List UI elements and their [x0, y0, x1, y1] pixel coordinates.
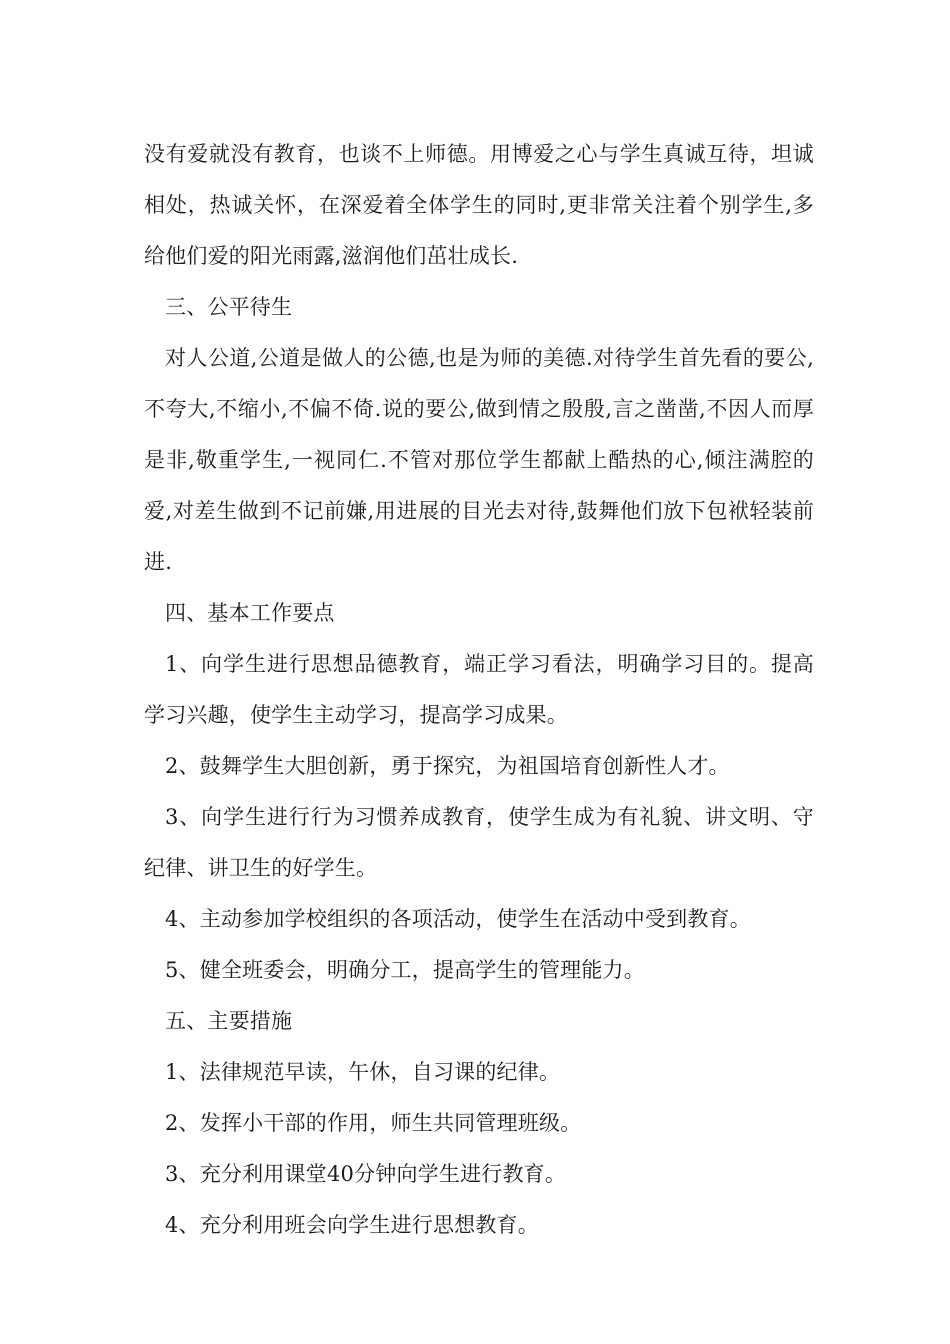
- list-item-work-1: 1、向学生进行思想品德教育，端正学习看法，明确学习目的。提高学习兴趣，使学生主动学习，提高学习成果。: [144, 652, 814, 727]
- list-item-measure-4: 4、充分利用班会向学生进行思想教育。: [165, 1213, 539, 1237]
- list-item-work-2: 2、鼓舞学生大胆创新，勇于探究，为祖国培育创新性人才。: [165, 754, 730, 778]
- heading-fair-treatment: 三、公平待生: [165, 295, 293, 319]
- list-item-measure-1: 1、法律规范早读，午休，自习课的纪律。: [165, 1060, 561, 1084]
- document-body: [144, 129, 814, 1251]
- paragraph-fair-treatment: 对人公道,公道是做人的公德,也是为师的美德.对待学生首先看的要公,不夸大,不缩小,不偏不倚.说的要公,做到情之殷殷,言之凿凿,不因人而厚是非,敬重学生,一视同仁.不管对那位学生都献上酷热的心,倾注满腔的爱,对差生做到不记前嫌,用进展的目光去对待,鼓舞他们放下包袱轻装前进.: [144, 346, 814, 574]
- list-item-work-5: 5、健全班委会，明确分工，提高学生的管理能力。: [165, 958, 645, 982]
- list-item-work-3: 3、向学生进行行为习惯养成教育，使学生成为有礼貌、讲文明、守纪律、讲卫生的好学生。: [144, 805, 814, 880]
- paragraph-love-education: 没有爱就没有教育，也谈不上师德。用博爱之心与学生真诚互待，坦诚相处，热诚关怀，在深爱着全体学生的同时,更非常关注着个别学生,多给他们爱的阳光雨露,滋润他们茁壮成长.: [144, 142, 814, 268]
- heading-main-measures: 五、主要措施: [165, 1009, 293, 1033]
- heading-work-points: 四、基本工作要点: [165, 601, 335, 625]
- list-item-measure-2: 2、发挥小干部的作用，师生共同管理班级。: [165, 1111, 582, 1135]
- list-item-work-4: 4、主动参加学校组织的各项活动，使学生在活动中受到教育。: [165, 907, 751, 931]
- list-item-measure-3: 3、充分利用课堂40分钟向学生进行教育。: [165, 1162, 567, 1186]
